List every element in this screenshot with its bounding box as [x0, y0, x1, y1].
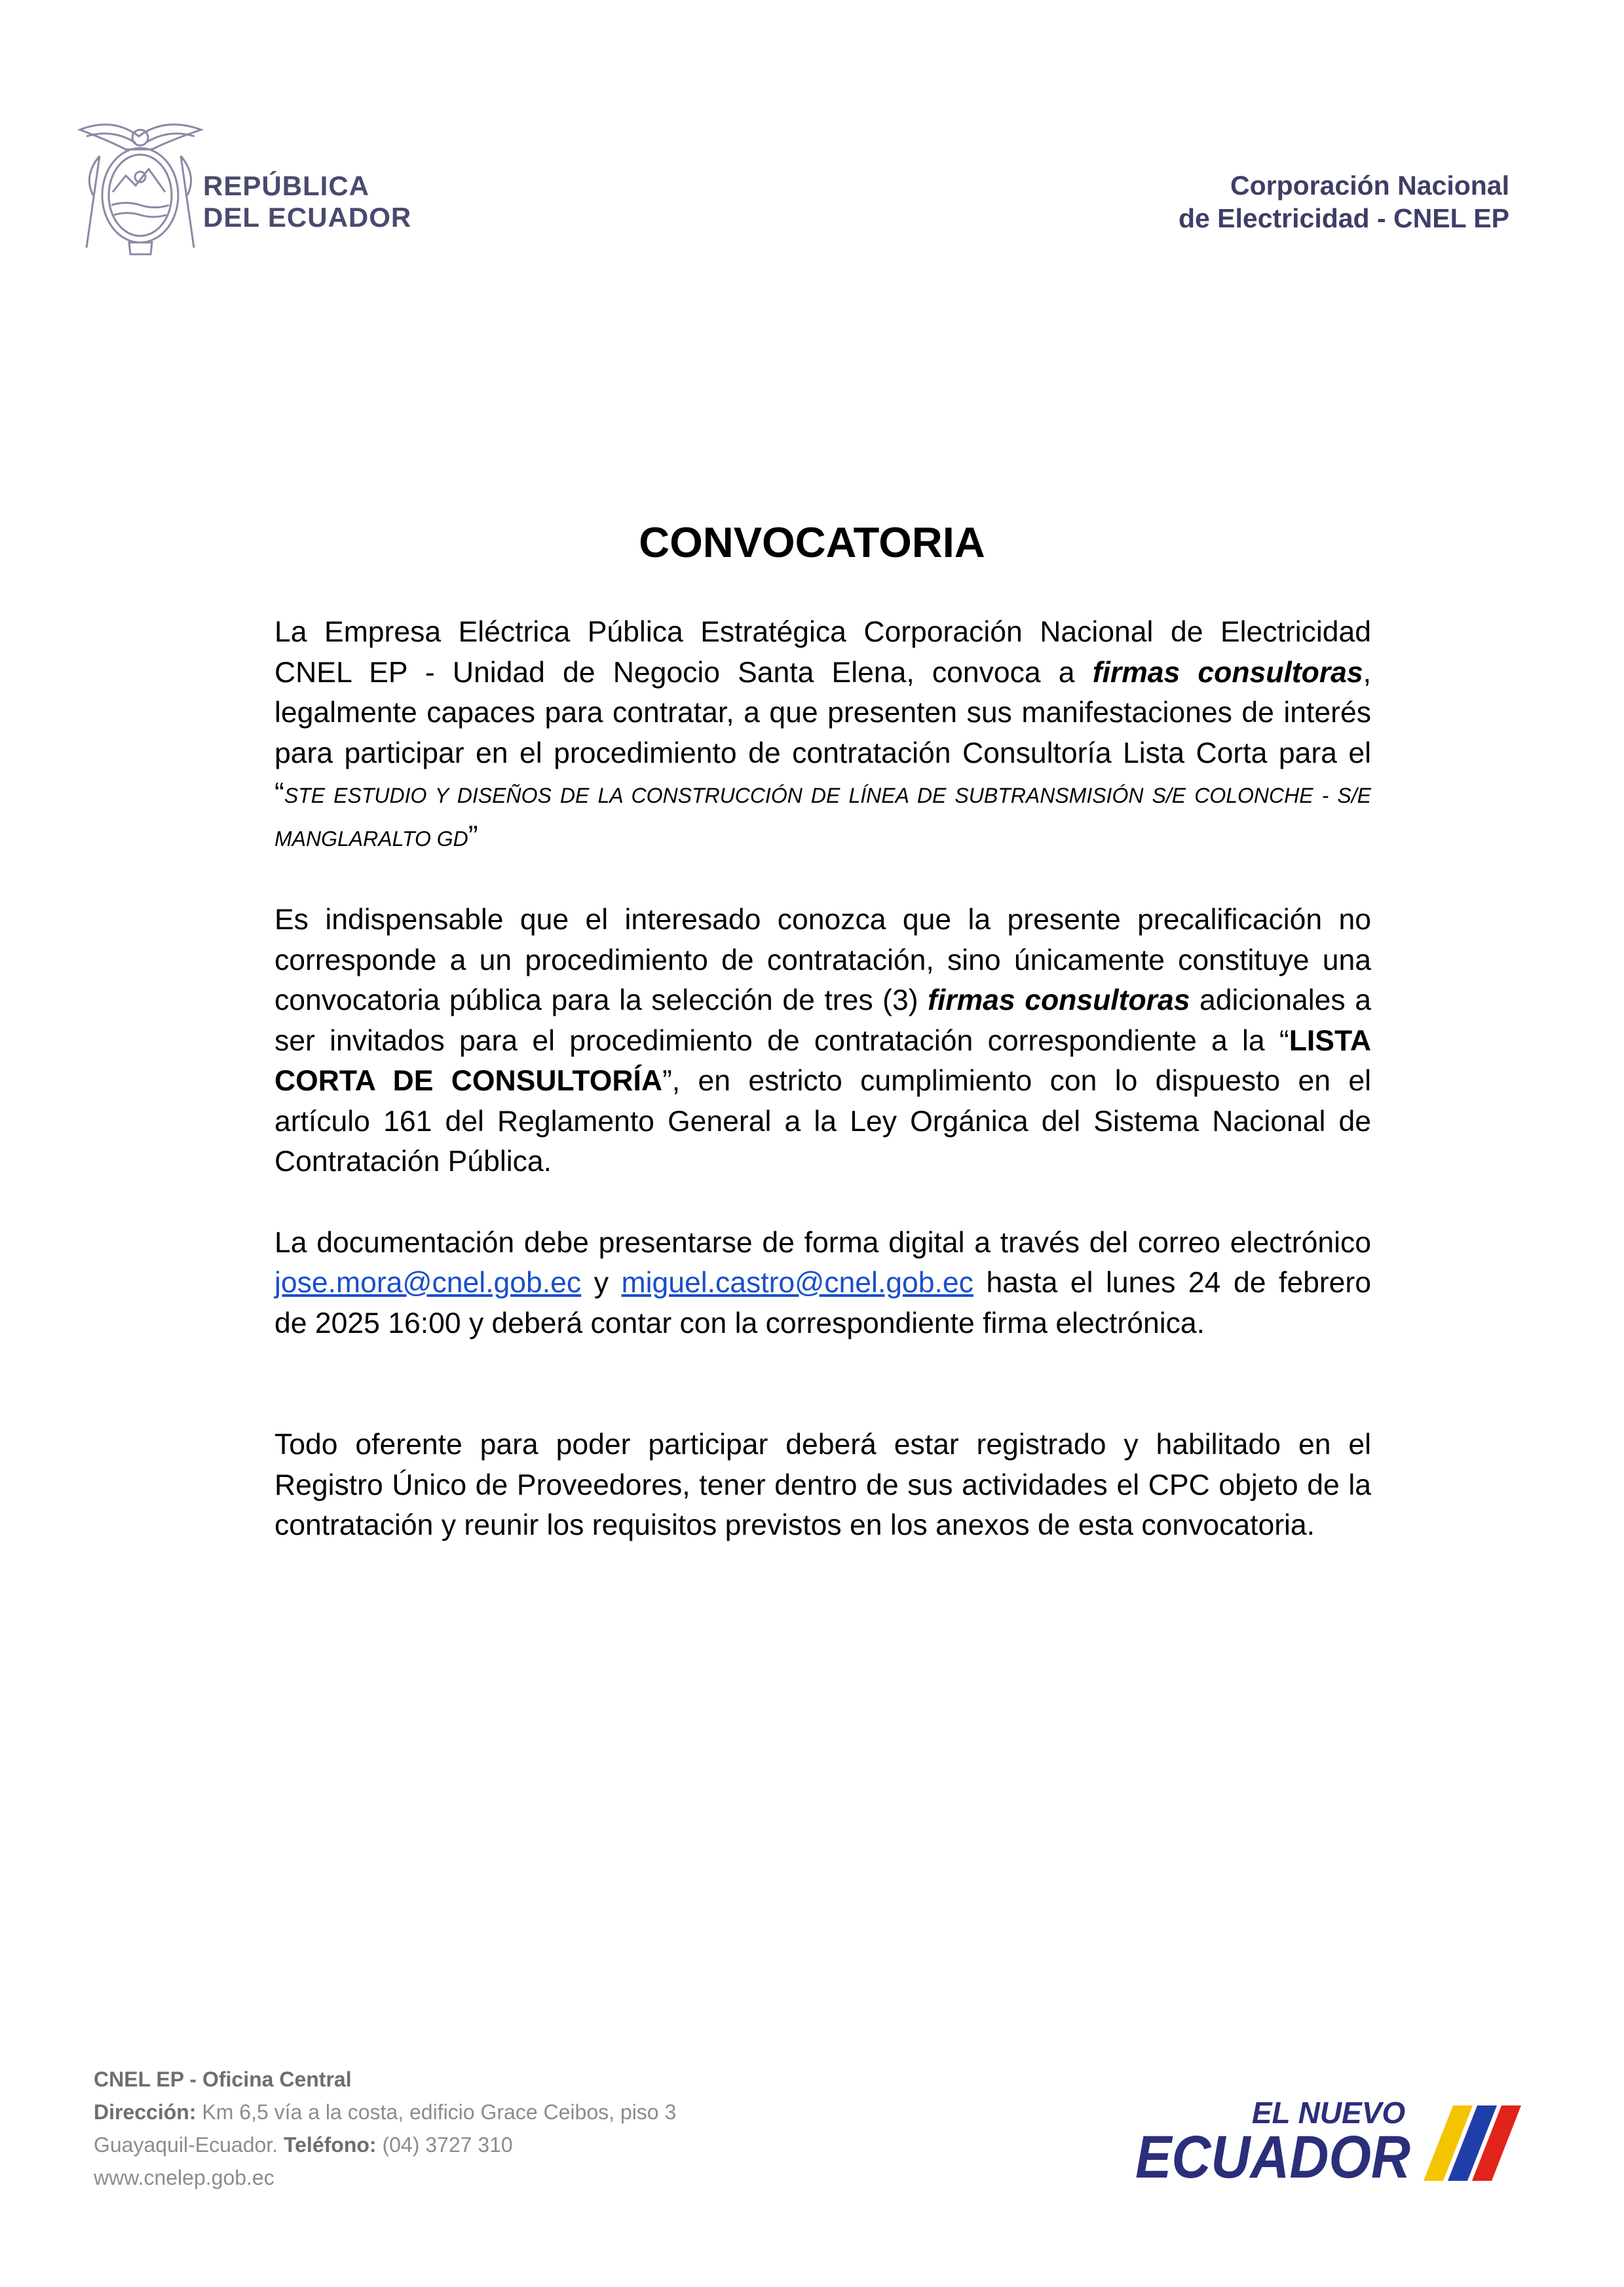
project-name: STE ESTUDIO Y DISEÑOS DE LA CONSTRUCCIÓN DE LÍNEA DE SUBTRANSMISIÓN S/E COLONCHE - S/E MANGLARALTO GD: [274, 784, 1371, 851]
p1-emphasis: firmas consultoras: [1092, 656, 1363, 689]
p3-text-2: y: [581, 1267, 622, 1299]
republica-logo: [73, 117, 440, 261]
p2-text-3: ”, en estricto cumplimiento con lo dispuesto en el artículo 161 del Reglamento General a la Ley Orgánica del Sistema Nacional de Contratación Pública.: [274, 1065, 1371, 1178]
footer-address: Km 6,5 vía a la costa, edificio Grace Ceibos, piso 3: [196, 2100, 677, 2124]
flag-stripes-icon: [1424, 2105, 1521, 2181]
org-name-line-2: de Electricidad - CNEL EP: [1178, 203, 1509, 233]
el-nuevo-ecuador-logo: [1132, 2089, 1525, 2187]
footer-city: Guayaquil-Ecuador.: [94, 2133, 284, 2157]
footer-phone: (04) 3727 310: [376, 2133, 513, 2157]
p3-text-3: hasta el lunes 24 de febrero de 2025 16:00 y deberá contar con la correspondiente firma electrónica.: [274, 1267, 1371, 1339]
footer-website[interactable]: www.cnelep.gob.ec: [94, 2166, 274, 2189]
p2-emphasis-1: firmas consultoras: [928, 984, 1190, 1016]
p3-text-1: La documentación debe presentarse de forma digital a través del correo electrónico: [274, 1226, 1371, 1259]
p2-text-1: Es indispensable que el interesado conozca que la presente precalificación no corresponde a un procedimiento de contratación, sino únicamente constituye una convocatoria pública para la selección de tres (3): [274, 904, 1371, 1016]
footer-phone-label: Teléfono:: [283, 2133, 377, 2157]
republica-line-1: REPÚBLICA: [203, 170, 370, 201]
p1-text-1: La Empresa Eléctrica Pública Estratégica Corporación Nacional de Electricidad CNEL EP - Unidad de Negocio Santa Elena, convoca a: [274, 616, 1371, 689]
email-link-2[interactable]: miguel.castro@cnel.gob.ec: [621, 1267, 973, 1299]
org-name-line-1: Corporación Nacional: [1230, 170, 1509, 201]
paragraph-1: [274, 612, 1371, 859]
republica-text: [203, 170, 411, 233]
republica-line-2: DEL ECUADOR: [203, 202, 412, 233]
paragraph-2: [274, 900, 1371, 1182]
email-link-1[interactable]: jose.mora@cnel.gob.ec: [274, 1267, 582, 1299]
brand-line-2: ECUADOR: [1135, 2124, 1410, 2187]
paragraph-4: Todo oferente para poder participar deberá estar registrado y habilitado en el Registro Único de Proveedores, tener dentro de sus actividades el CPC objeto de la contratación y reunir los requisitos previstos en los anexos de esta convocatoria.: [274, 1429, 1371, 1541]
footer-address-label: Dirección:: [94, 2100, 197, 2124]
p1-text-3: ”: [468, 820, 478, 853]
footer-office: CNEL EP - Oficina Central: [94, 2067, 352, 2091]
document-title: CONVOCATORIA: [639, 518, 985, 566]
brand-line-1: EL NUEVO: [1251, 2096, 1406, 2130]
ecuador-coat-of-arms-icon: [73, 117, 208, 261]
org-name: [1179, 169, 1509, 235]
p1-text-2: , legalmente capaces para contratar, a que presenten sus manifestaciones de interés para participar en el procedimiento de contratación Consultoría Lista Corta para el “: [274, 656, 1372, 809]
paragraph-3: [274, 1223, 1371, 1344]
document-body: [274, 612, 1371, 1546]
footer-contact: [94, 2063, 676, 2194]
p2-text-2: adicionales a ser invitados para el procedimiento de contratación correspondiente a la “: [274, 984, 1371, 1057]
p2-emphasis-2: LISTA CORTA DE CONSULTORÍA: [274, 1024, 1371, 1097]
